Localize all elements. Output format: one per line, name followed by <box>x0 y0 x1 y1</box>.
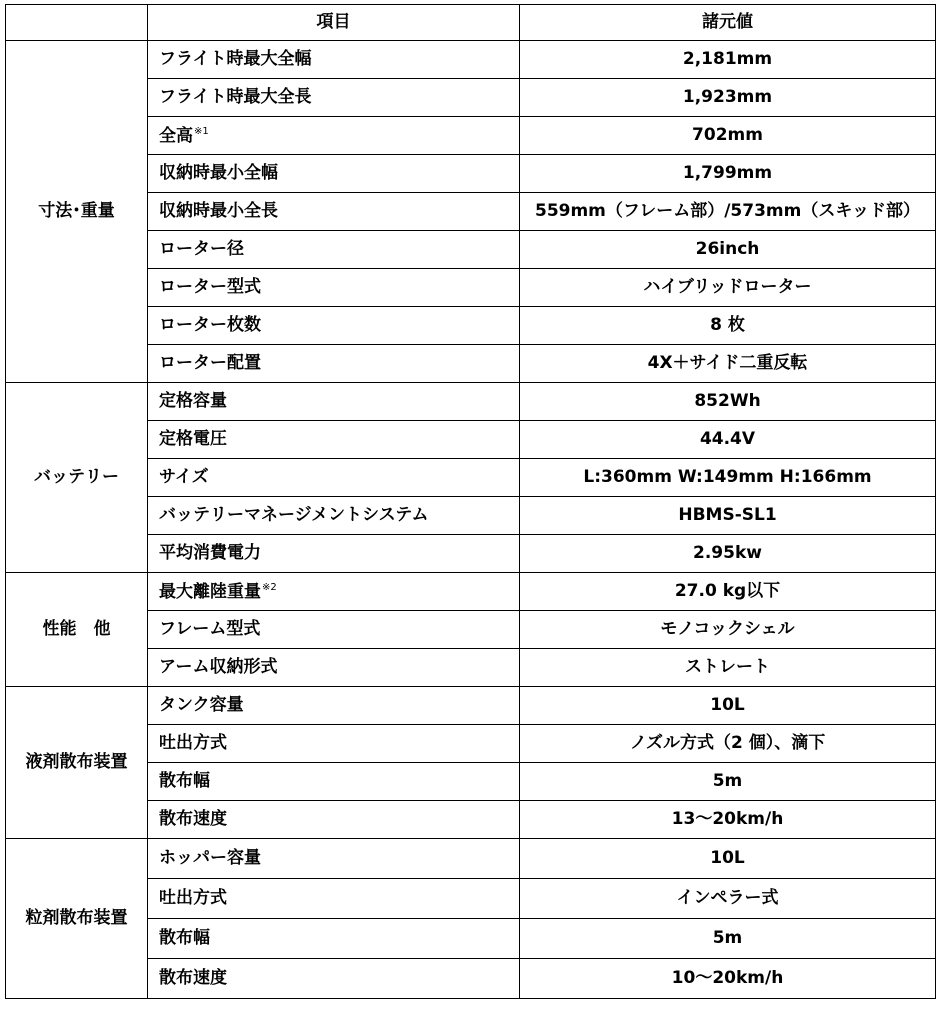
item-cell <box>148 611 520 649</box>
item-cell <box>148 383 520 421</box>
value-cell: 2.95kw <box>520 535 936 573</box>
item-cell <box>148 155 520 193</box>
value-cell: インペラー式 <box>520 879 936 919</box>
footnote-marker: ※2 <box>262 581 277 593</box>
category-cell: 粒剤散布装置 <box>6 839 148 999</box>
item-cell <box>148 573 520 611</box>
item-label: 最大離陸重量 <box>159 581 261 602</box>
item-cell <box>148 879 520 919</box>
item-label: 平均消費電力 <box>159 543 261 563</box>
item-label: ローター径 <box>159 239 244 259</box>
item-label: ローター型式 <box>159 277 261 297</box>
value-cell: L:360mm W:149mm H:166mm <box>520 459 936 497</box>
category-cell: バッテリー <box>6 383 148 573</box>
value-cell: 13～20km/h <box>520 801 936 839</box>
category-cell: 性能 他 <box>6 573 148 687</box>
header-item-cell: 項目 <box>148 5 520 41</box>
table-row <box>6 41 936 79</box>
item-label: ローター配置 <box>159 353 261 373</box>
value-cell: 702mm <box>520 117 936 155</box>
item-cell <box>148 459 520 497</box>
item-label: ホッパー容量 <box>159 848 261 868</box>
value-cell: 2,181mm <box>520 41 936 79</box>
item-cell <box>148 959 520 999</box>
item-cell <box>148 649 520 687</box>
item-label: タンク容量 <box>159 695 244 715</box>
item-cell <box>148 41 520 79</box>
item-cell <box>148 193 520 231</box>
item-cell <box>148 919 520 959</box>
item-label: 散布幅 <box>159 771 210 791</box>
value-cell: 27.0 kg以下 <box>520 573 936 611</box>
item-cell <box>148 801 520 839</box>
item-label: 吐出方式 <box>159 888 227 908</box>
item-label: 定格電圧 <box>159 429 227 449</box>
value-cell: ハイブリッドローター <box>520 269 936 307</box>
item-label: 散布速度 <box>159 968 227 988</box>
item-cell <box>148 535 520 573</box>
item-label: 散布幅 <box>159 928 210 948</box>
item-cell <box>148 231 520 269</box>
header-row <box>6 5 936 41</box>
item-cell <box>148 79 520 117</box>
value-cell: 10L <box>520 687 936 725</box>
item-label: アーム収納形式 <box>159 657 278 677</box>
category-cell: 液剤散布装置 <box>6 687 148 839</box>
table-row <box>6 383 936 421</box>
value-cell: 5m <box>520 919 936 959</box>
item-label: バッテリーマネージメントシステム <box>159 505 429 525</box>
item-cell <box>148 307 520 345</box>
item-label: 収納時最小全長 <box>159 201 278 221</box>
value-cell: 10L <box>520 839 936 879</box>
item-cell <box>148 725 520 763</box>
item-label: サイズ <box>159 467 209 487</box>
value-cell: 10～20km/h <box>520 959 936 999</box>
value-cell: 4X＋サイド二重反転 <box>520 345 936 383</box>
item-label: フレーム型式 <box>159 619 261 639</box>
item-cell <box>148 839 520 879</box>
table-row <box>6 687 936 725</box>
value-cell: ノズル方式（2 個）、滴下 <box>520 725 936 763</box>
value-cell: 44.4V <box>520 421 936 459</box>
item-cell <box>148 763 520 801</box>
table-row <box>6 573 936 611</box>
value-cell: ストレート <box>520 649 936 687</box>
item-label: フライト時最大全長 <box>159 87 312 107</box>
item-cell <box>148 497 520 535</box>
header-value-cell: 諸元値 <box>520 5 936 41</box>
item-label: 定格容量 <box>159 391 227 411</box>
spec-table-header <box>6 5 936 41</box>
item-cell <box>148 345 520 383</box>
spec-table <box>5 4 936 999</box>
item-cell <box>148 687 520 725</box>
value-cell: HBMS-SL1 <box>520 497 936 535</box>
item-label: 全高 <box>159 125 193 146</box>
item-cell <box>148 421 520 459</box>
item-cell <box>148 269 520 307</box>
item-cell <box>148 117 520 155</box>
spec-table-body <box>6 41 936 999</box>
item-label: フライト時最大全幅 <box>159 49 312 69</box>
table-row <box>6 839 936 879</box>
item-label: ローター枚数 <box>159 315 261 335</box>
header-category-cell <box>6 5 148 41</box>
value-cell: 26inch <box>520 231 936 269</box>
category-cell: 寸法･重量 <box>6 41 148 383</box>
value-cell: 1,923mm <box>520 79 936 117</box>
value-cell: 1,799mm <box>520 155 936 193</box>
item-label: 散布速度 <box>159 809 227 829</box>
value-cell: 8 枚 <box>520 307 936 345</box>
footnote-marker: ※1 <box>194 125 209 137</box>
item-label: 収納時最小全幅 <box>159 163 278 183</box>
item-label: 吐出方式 <box>159 733 227 753</box>
value-cell: 5m <box>520 763 936 801</box>
value-cell: 852Wh <box>520 383 936 421</box>
value-cell: モノコックシェル <box>520 611 936 649</box>
value-cell: 559mm（フレーム部）/573mm（スキッド部） <box>520 193 936 231</box>
